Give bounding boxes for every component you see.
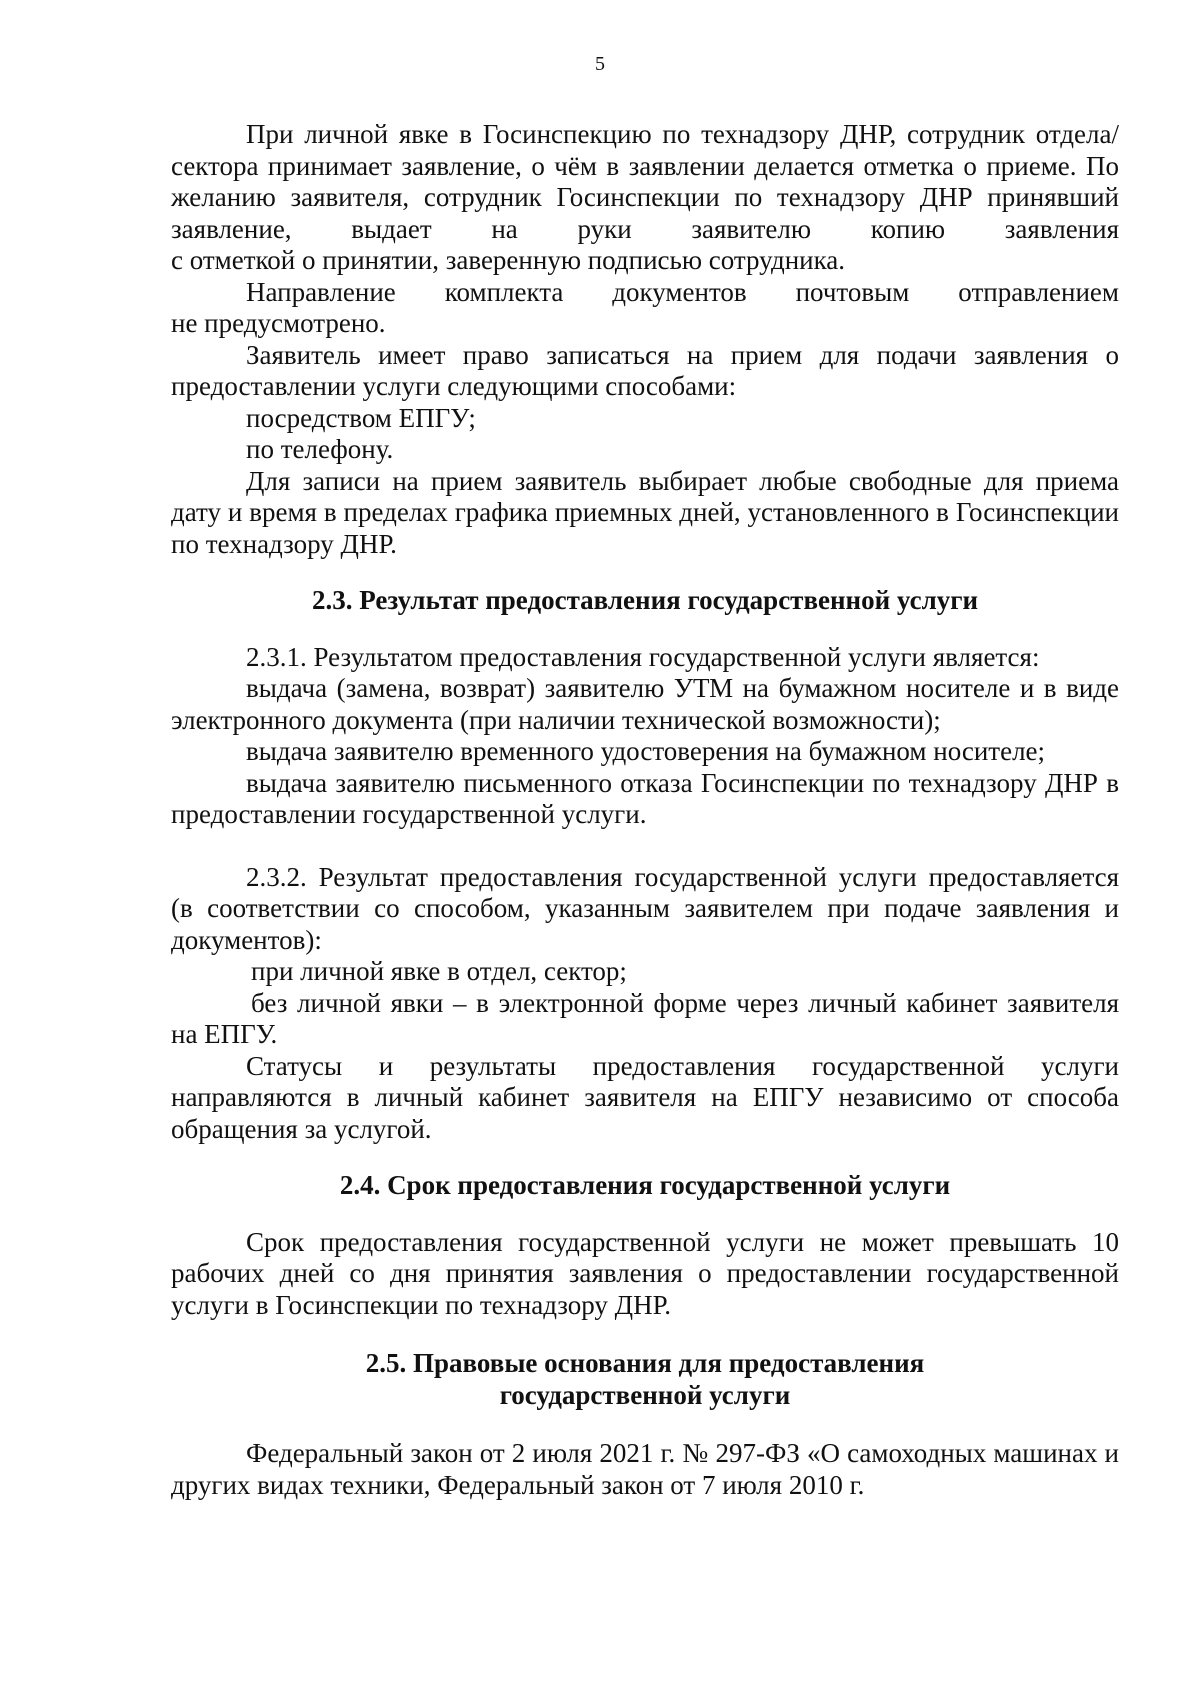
document-body (171, 119, 1119, 1501)
paragraph: не предусмотрено. (171, 308, 386, 338)
block-spacer (171, 560, 1119, 585)
section-heading: 2.5. Правовые основания для предоставления (365, 1348, 925, 1378)
paragraph: при личной явке в отдел, сектор; (251, 956, 627, 986)
block-spacer (171, 617, 1119, 642)
paragraph: Статусы и результаты предоставления государственной услуги направляются в личный кабинет заявителя на ЕПГУ независимо от способа обращения за услугой. (171, 1050, 1119, 1144)
paragraph: Для записи на прием заявитель выбирает любые свободные для приема дату и время в пределах графика приемных дней, установленного в Госинспекции по технадзору ДНР. (171, 465, 1119, 559)
block-spacer (171, 831, 1119, 862)
block-spacer (171, 1202, 1119, 1227)
paragraph: посредством ЕПГУ; (246, 402, 476, 433)
section-heading: государственной услуги (499, 1379, 791, 1410)
section-heading: 2.4. Срок предоставления государственной услуги (339, 1170, 951, 1200)
paragraph: без личной явки – в электронной форме через личный кабинет заявителя на ЕПГУ. (171, 987, 1119, 1049)
paragraph: выдача (замена, возврат) заявителю УТМ на бумажном носителе и в виде электронного документа (при наличии технической возможности); (171, 673, 1119, 735)
paragraph: 2.3.2. Результат предоставления государственной услуги предоставляется (в соответствии со способом, указанным заявителем при подаче заявления и документов): (171, 861, 1119, 955)
section-heading: 2.3. Результат предоставления государственной услуги (311, 585, 979, 615)
paragraph: Направление комплекта документов почтовым отправлением (246, 276, 1119, 307)
page-number: 5 (595, 53, 605, 75)
paragraph: выдача заявителю письменного отказа Госинспекции по технадзору ДНР в предоставлении государственной услуги. (171, 767, 1119, 829)
paragraph: Федеральный закон от 2 июля 2021 г. № 297-ФЗ «О самоходных машинах и других видах техники, Федеральный закон от 7 июля 2010 г. (171, 1438, 1119, 1500)
paragraph: Заявитель имеет право записаться на прием для подачи заявления о предоставлении услуги следующими способами: (171, 339, 1119, 401)
block-spacer (171, 1145, 1119, 1170)
paragraph: При личной явке в Госинспекцию по технадзору ДНР, сотрудник отдела/сектора принимает заявление, о чём в заявлении делается отметка о приеме. По желанию заявителя, сотрудник Госинспекции по технадзору ДНР принявший заявление, выдает на руки заявителю копию заявления (171, 119, 1119, 244)
paragraph: 2.3.1. Результатом предоставления государственной услуги является: (246, 641, 1040, 672)
paragraph: с отметкой о принятии, заверенную подписью сотрудника. (171, 245, 846, 275)
paragraph: выдача заявителю временного удостоверения на бумажном носителе; (246, 736, 1046, 766)
paragraph: Срок предоставления государственной услуги не может превышать 10 рабочих дней со дня принятия заявления о предоставлении государственной услуги в Госинспекции по технадзору ДНР. (171, 1226, 1119, 1320)
block-spacer (171, 1411, 1119, 1438)
block-spacer (171, 1321, 1119, 1348)
paragraph: по телефону. (246, 434, 394, 464)
